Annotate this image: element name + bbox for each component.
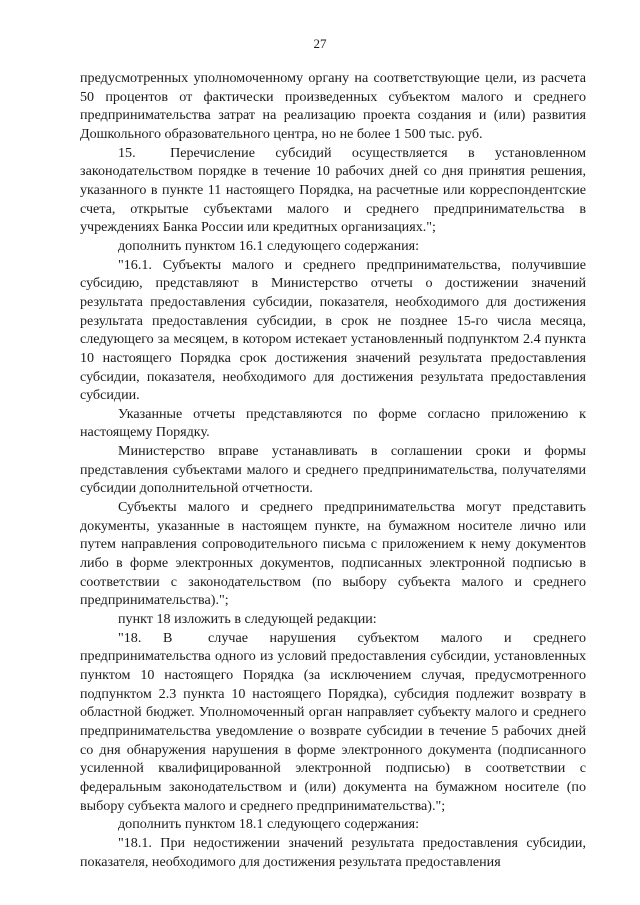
paragraph: Указанные отчеты представляются по форме согласно приложению к настоящему Порядку.: [80, 405, 586, 441]
paragraph: "18.1. При недостижении значений результата предоставления субсидии, показателя, необходимого для достижения результата предоставления: [80, 834, 586, 870]
paragraph: дополнить пунктом 18.1 следующего содержания:: [118, 816, 420, 833]
paragraph: Субъекты малого и среднего предпринимательства могут представить документы, указанные в настоящем пункте, на бумажном носителе лично или путем направления сопроводительного письма с приложением к нему документов либо в форме электронных документов, подписанных электронной подписью в соответствии с законодательством (по выбору субъекта малого и среднего предпринимательства).";: [80, 499, 586, 609]
document-body: [80, 69, 586, 871]
paragraph: "18. В случае нарушения субъектом малого и среднего предпринимательства одного из условий предоставления субсидии, установленных пунктом 10 настоящего Порядка (за исключением случая, предусмотренного подпунктом 2.3 пункта 10 настоящего Порядка), субсидия подлежит возврату в областной бюджет. Уполномоченный орган направляет субъекту малого и среднего предпринимательства уведомление о возврате субсидии в течение 5 рабочих дней со дня обнаружения нарушения в форме электронного документа (подписанного усиленной квалифицированной электронной подписью) в соответствии с федеральным законодательством и (или) документа на бумажном носителе (по выбору субъекта малого и среднего предпринимательства).";: [80, 629, 586, 814]
paragraph: Министерство вправе устанавливать в соглашении сроки и формы представления субъектами малого и среднего предпринимательства, получателями субсидии дополнительной отчетности.: [80, 443, 586, 497]
paragraph: пункт 18 изложить в следующей редакции:: [118, 611, 377, 628]
paragraph: дополнить пунктом 16.1 следующего содержания:: [118, 237, 420, 254]
paragraph: "16.1. Субъекты малого и среднего предпринимательства, получившие субсидию, представляют в Министерство отчеты о достижении значений результата предоставления субсидии, показателя, необходимого для достижения результата предоставления субсидии, в срок не позднее 15-го числа месяца, следующего за месяцем, в котором истекает установленный подпунктом 2.4 пункта 10 настоящего Порядка срок достижения значений результата предоставления субсидии, показателя, необходимого для достижения результата предоставления субсидии.: [80, 256, 586, 404]
paragraph: 15. Перечисление субсидий осуществляется в установленном законодательством порядке в течение 10 рабочих дней со дня принятия решения, указанного в пункте 11 настоящего Порядка, на расчетные или корреспондентские счета, открытые субъектами малого и среднего предпринимательства в учреждениях Банка России или кредитных организациях.";: [80, 144, 586, 236]
paragraph: предусмотренных уполномоченному органу на соответствующие цели, из расчета 50 процентов от фактически произведенных субъектом малого и среднего предпринимательства затрат на реализацию проекта создания и (или) развития Дошкольного образовательного центра, но не более 1 500 тыс. руб.: [80, 70, 586, 142]
page-number: 27: [313, 36, 327, 51]
